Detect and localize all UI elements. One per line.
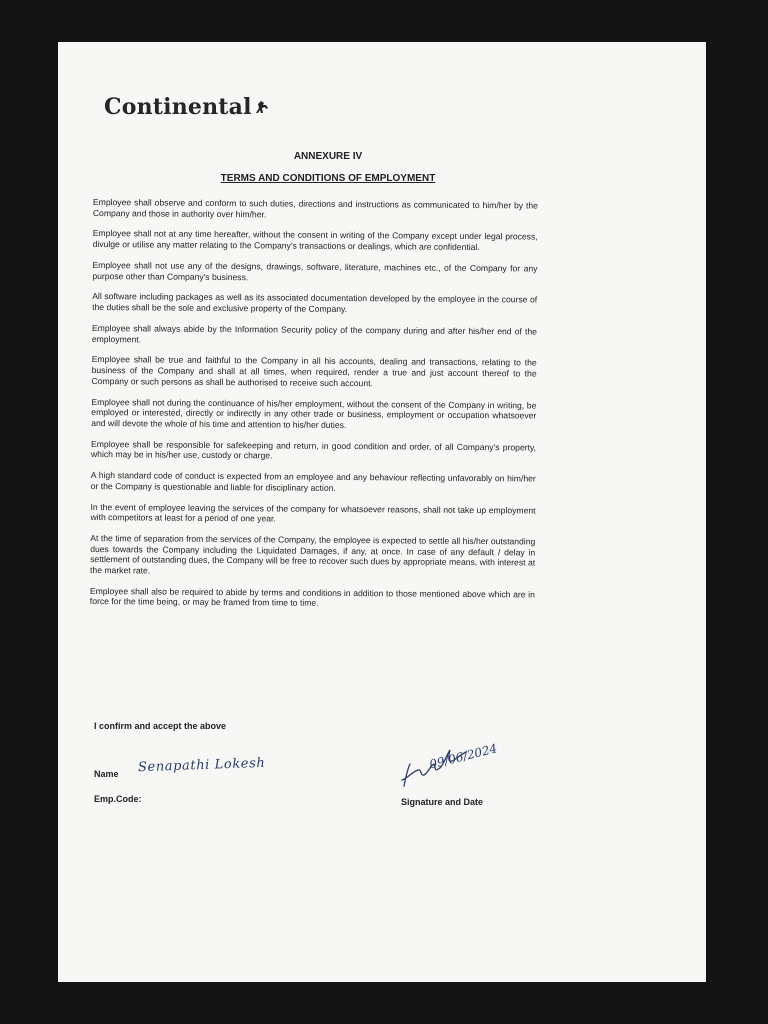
term-paragraph: A high standard code of conduct is expected from an employee and any behaviour reflecting unfavorably on him/her or the Company is questionable and liable for disciplinary action. [90,470,536,493]
term-paragraph: In the event of employee leaving the services of the company for whatsoever reasons, shall not take up employment with competitors at least for a period of one year. [90,501,536,524]
term-paragraph: Employee shall not at any time hereafter, without the consent in writing of the Company except under legal process, divulge or utilise any matter relating to the Company's transactions or dealings, which are confidential. [92,228,538,253]
document-title: TERMS AND CONDITIONS OF EMPLOYMENT [220,173,436,184]
term-paragraph: Employee shall not during the continuance of his/her employment, without the consent of the Company in writing, be employed or interested, directly or indirectly in any other trade or business, employment or occupation whatsoever and will devote the whole of his time and attention to his/her duties. [91,396,537,430]
term-paragraph: Employee shall observe and conform to such duties, directions and instructions as communicated to him/her by the Company and those in authority over him/her. [92,197,538,219]
term-paragraph: Employee shall be responsible for safekeeping and return, in good condition and order, of all Company's property, which may be in his/her use, custody or charge. [90,438,537,461]
name-label: Name [94,769,119,779]
company-logo [104,94,270,120]
horse-icon [254,99,270,115]
handwritten-name: Senapathi Lokesh [137,755,266,776]
handwritten-date: 09/06/2024 [428,741,499,772]
term-paragraph: At the time of separation from the services of the Company, the employee is expected to settle all his/her outstanding dues towards the Company including the Liquidated Damages, if any, at once. In case of any default / delay in settlement of outstanding dues, the Company will be free to recover such dues by appropriate means, with interest at the market rate. [90,533,536,576]
signature-date-label: Signature and Date [401,797,484,807]
emp-code-label: Emp.Code: [94,794,142,804]
term-paragraph: Employee shall also be required to abide by terms and conditions in addition to those mentioned above which are in force for the time being, or may be framed from time to time. [89,585,535,609]
logo-text: Continental [104,94,252,120]
term-paragraph: All software including packages as well as its associated documentation developed by the employee in the course of the duties shall be the sole and exclusive property of the Company. [92,291,538,315]
confirmation-statement: I confirm and accept the above [94,721,227,731]
term-paragraph: Employee shall be true and faithful to the Company in all his accounts, dealing and transactions, relating to the business of the Company and shall at all times, when required, render a true and just account thereof to the Company or such persons as shall be authorised to receive such account. [91,354,537,388]
term-paragraph: Employee shall not use any of the designs, drawings, software, literature, machines etc., of the Company for any purpose other than Company's business. [92,259,538,282]
terms-list [90,197,538,621]
term-paragraph: Employee shall always abide by the Information Security policy of the company during and after his/her end of the employment. [91,322,537,344]
annexure-heading: ANNEXURE IV [293,151,363,162]
